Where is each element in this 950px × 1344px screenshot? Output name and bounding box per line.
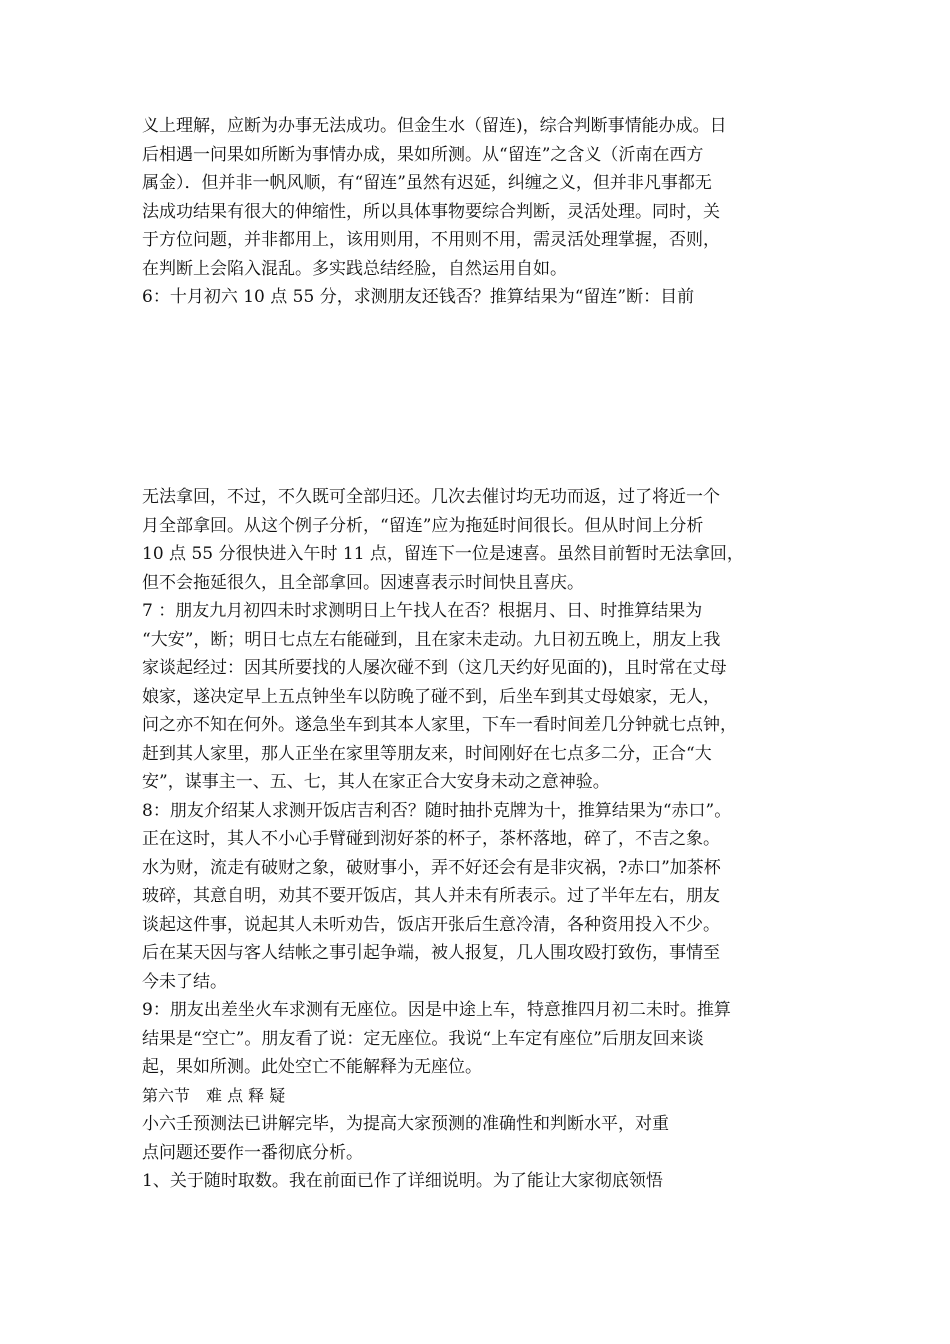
text-line: 9：朋友出差坐火车求测有无座位。因是中途上车，特意推四月初二未时。推算 <box>142 1000 731 1020</box>
text-line: 义上理解，应断为办事无法成功。但金生水（留连)，综合判断事情能办成。日 <box>142 116 727 136</box>
text-line: 法成功结果有很大的伸缩性，所以具体事物要综合判断，灵活处理。同时，关 <box>142 201 720 222</box>
text-line: 10 点 55 分很快进入午时 11 点，留连下一位是速喜。虽然目前暂时无法拿回， <box>142 544 744 564</box>
text-line: 点问题还要作一番彻底分析。 <box>142 1142 363 1163</box>
text-line: 水为财，流走有破财之象，破财事小，弄不好还会有是非灾祸，?赤口”加茶杯 <box>142 857 721 878</box>
text-line: 第六节 难 点 释 疑 <box>142 1085 286 1105</box>
text-line: 在判断上会陷入混乱。多实践总结经脸，自然运用自如。 <box>142 258 567 279</box>
text-line: 8：朋友介绍某人求测开饭店吉利否？随时抽扑克牌为十，推算结果为“赤口”。 <box>142 800 732 821</box>
text-line: 6：十月初六 10 点 55 分，求测朋友还钱否？推算结果为“留连”断：目前 <box>142 287 695 307</box>
text-line: 赶到其人家里，那人正坐在家里等朋友来，时间刚好在七点多二分，正合“大 <box>142 743 712 764</box>
text-line: 安”，谋事主一、五、七，其人在家正合大安身未动之意神验。 <box>142 772 610 792</box>
text-block-bottom <box>142 483 832 1196</box>
text-line: 谈起这件事，说起其人未听劝告，饭店开张后生意冷清，各种资用投入不少。 <box>142 914 720 935</box>
text-line: 小六壬预测法已讲解完毕，为提高大家预测的准确性和判断水平，对重 <box>142 1114 669 1134</box>
text-line: 月全部拿回。从这个例子分析，“留连”应为拖延时间很长。但从时间上分析 <box>142 515 704 536</box>
text-line: 7 ：朋友九月初四未时求测明日上午找人在否？根据月、日、时推算结果为 <box>142 601 703 621</box>
text-line: 后相遇一问果如所断为事情办成，果如所测。从“留连”之含义（沂南在西方 <box>142 144 704 165</box>
text-line: 玻碎，其意自明，劝其不要开饭店，其人并未有所表示。过了半年左右，朋友 <box>142 886 720 906</box>
text-line: 结果是“空亡”。朋友看了说：定无座位。我说“上车定有座位”后朋友回来谈 <box>142 1028 704 1049</box>
text-line: 正在这时，其人不小心手臂碰到沏好茶的杯子，茶杯落地，碎了，不吉之象。 <box>142 829 720 849</box>
text-line: 于方位问题，并非都用上，该用则用，不用则不用，需灵活处理掌握，否则， <box>142 230 720 250</box>
text-line: 起，果如所测。此处空亡不能解释为无座位。 <box>142 1057 482 1077</box>
text-line: 无法拿回，不过，不久既可全部归还。几次去催讨均无功而返，过了将近一个 <box>142 487 720 507</box>
text-line: 今未了结。 <box>142 971 227 992</box>
text-block-top <box>142 112 832 312</box>
text-line: 属金）．但并非一帆风顺，有“留连”虽然有迟延，纠缠之义，但并非凡事都无 <box>142 173 712 193</box>
text-line: 娘家，遂决定早上五点钟坐车以防晚了碰不到，后坐车到其丈母娘家，无人， <box>142 686 720 707</box>
text-line: “大安”，断；明日七点左右能碰到，且在家未走动。九日初五晚上，朋友上我 <box>142 629 721 650</box>
text-line: 家谈起经过：因其所要找的人屡次碰不到（这几天约好见面的)，且时常在丈母 <box>142 658 727 678</box>
text-line: 后在某天因与客人结帐之事引起争端，被人报复，几人围攻殴打致伤，事情至 <box>142 943 720 963</box>
text-line: 问之亦不知在何外。遂急坐车到其本人家里，下车一看时间差几分钟就七点钟， <box>142 715 737 735</box>
text-line: 1、关于随时取数。我在前面已作了详细说明。为了能让大家彻底领悟 <box>142 1171 663 1191</box>
text-line: 但不会拖延很久，且全部拿回。因速喜表示时间快且喜庆。 <box>142 572 584 593</box>
